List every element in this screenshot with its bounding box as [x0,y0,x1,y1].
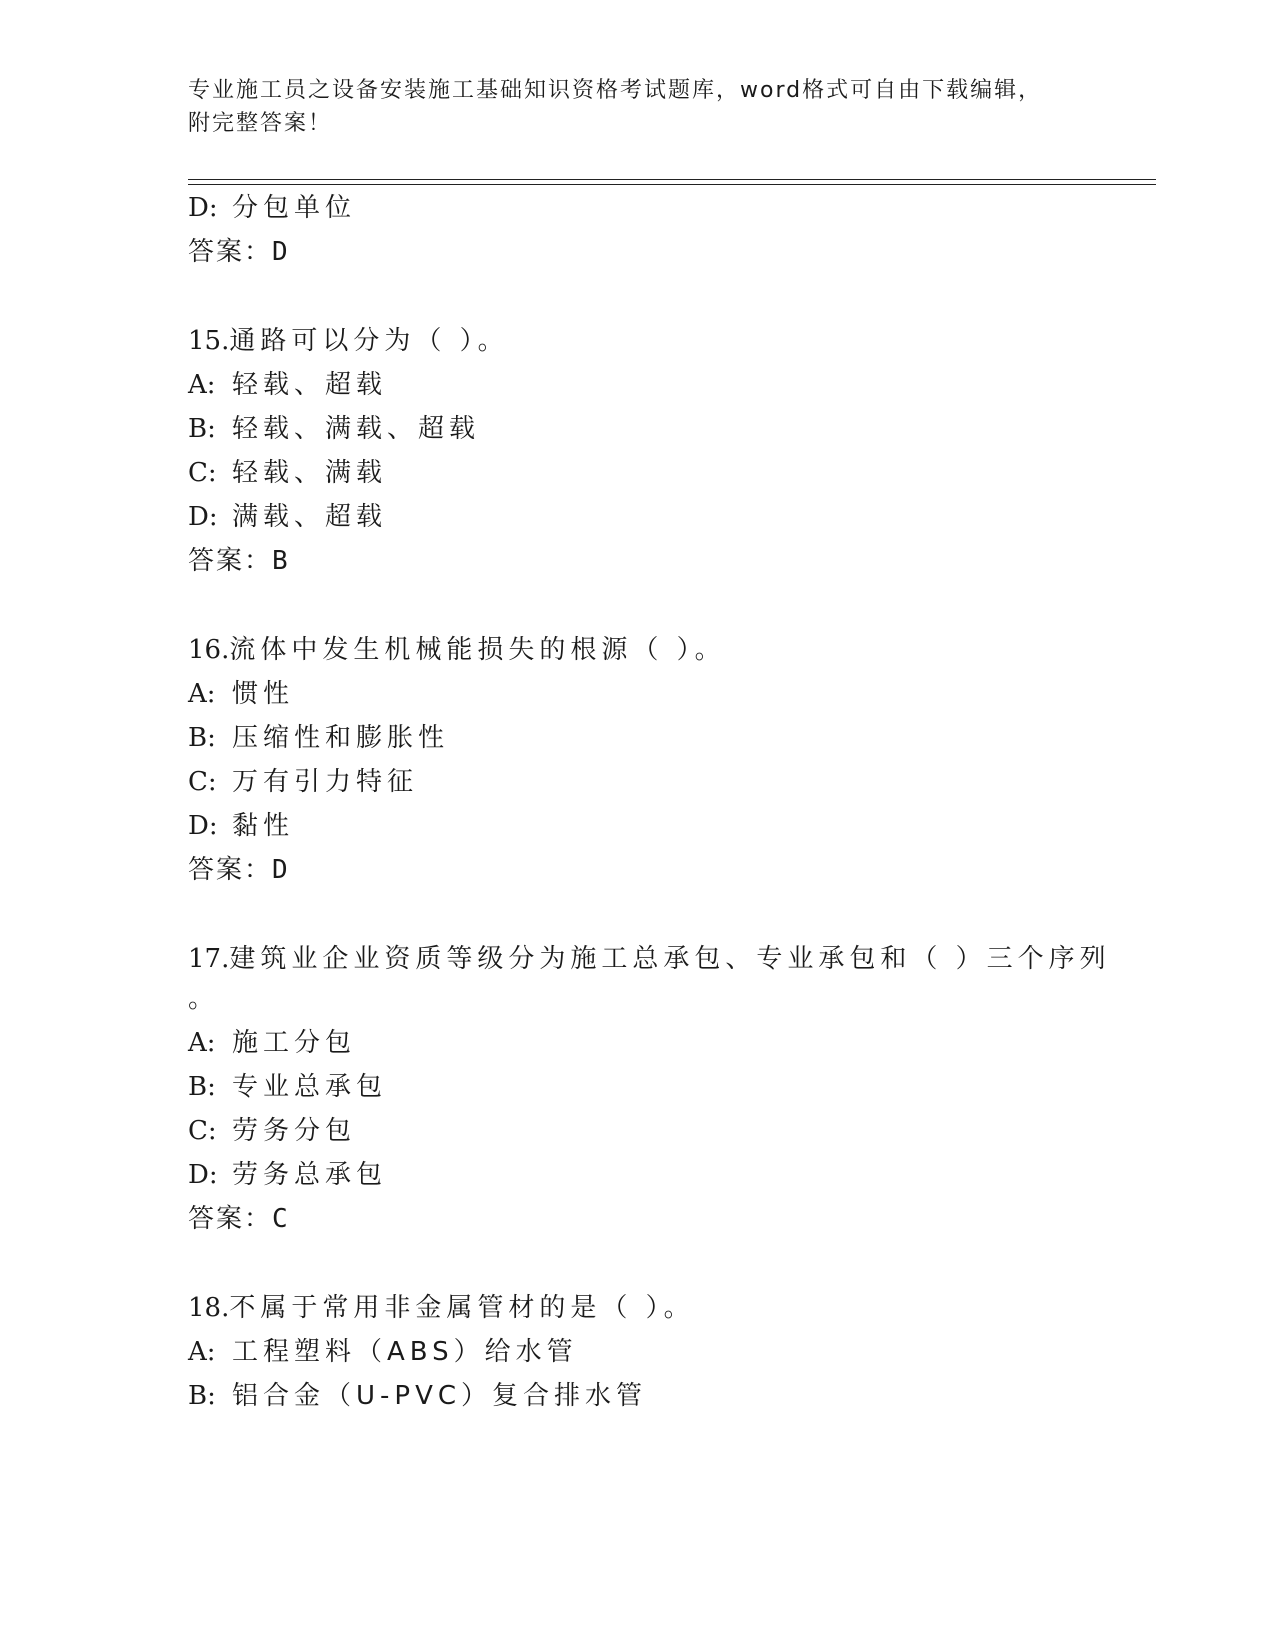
question-text: 建筑业企业资质等级分为施工总承包、专业承包和（ ）三个序列 [229,944,1111,974]
option-text: 专业总承包 [232,1072,388,1102]
document-header [188,74,1068,140]
option-key: A: [188,1337,216,1367]
question-number: 18. [188,1293,230,1323]
answer-label: 答案： [188,855,273,885]
option-key: C: [188,458,217,488]
option-key: B: [188,1072,216,1102]
answer-label: 答案： [188,237,273,267]
question-15-option-b [188,413,480,445]
option-text: 劳务分包 [232,1116,357,1146]
option-key: A: [188,370,216,400]
question-17-answer [188,1203,288,1235]
header-divider-top [188,179,1156,180]
question-15-answer [188,545,288,577]
option-text: 万有引力特征 [232,767,419,797]
option-key: B: [188,723,216,753]
answer-value: D [272,855,288,885]
option-key: B: [188,1381,216,1411]
answer-label: 答案： [188,1204,273,1234]
question-text: 流体中发生机械能损失的根源（ ）。 [229,635,726,665]
question-18-option-b [188,1380,647,1412]
option-key: C: [188,767,217,797]
option-key: D: [188,1160,218,1190]
question-text: 通路可以分为（ ）。 [229,326,509,356]
question-17-option-d [188,1159,387,1191]
question-17-option-b [188,1071,387,1103]
option-text: 轻载、超载 [232,370,388,400]
question-17-option-c [188,1115,356,1147]
option-text: 惯性 [232,679,295,709]
question-16-answer [188,854,288,886]
question-16-option-a [188,678,294,710]
option-key: D: [188,502,218,532]
question-number: 15. [188,326,230,356]
option-text: 铝合金（U-PVC）复合排水管 [232,1381,648,1411]
option-key: D: [188,811,218,841]
option-text: 分包单位 [232,193,357,223]
option-text: 满载、超载 [232,502,388,532]
question-number: 16. [188,635,230,665]
answer-label: 答案： [188,546,273,576]
question-text: 不属于常用非金属管材的是（ ）。 [229,1293,695,1323]
option-key: B: [188,414,216,444]
answer-row [188,236,288,268]
option-key: A: [188,679,216,709]
option-d-row [188,192,356,224]
question-15-option-d [188,501,387,533]
question-17-stem-continuation: 。 [188,984,220,1014]
question-17-option-a [188,1027,356,1059]
question-16-stem [188,634,726,666]
header-line-2: 附完整答案！ [188,111,333,136]
option-text: 黏性 [232,811,295,841]
option-text: 施工分包 [232,1028,357,1058]
option-key: D: [188,193,218,223]
answer-value: B [272,546,288,576]
answer-value: D [272,237,288,267]
question-15-option-c [188,457,387,489]
answer-value: C [272,1204,288,1234]
question-18-stem [188,1292,695,1324]
option-key: A: [188,1028,216,1058]
option-text: 轻载、满载 [232,458,388,488]
option-text: 轻载、满载、超载 [232,414,481,444]
header-divider-bottom [188,184,1156,185]
question-17-stem [188,943,1111,975]
option-key: C: [188,1116,217,1146]
option-text: 劳务总承包 [232,1160,388,1190]
question-15-stem [188,325,509,357]
header-line-1: 专业施工员之设备安装施工基础知识资格考试题库，word格式可自由下载编辑， [188,78,1043,103]
question-16-option-c [188,766,418,798]
question-16-option-b [188,722,449,754]
question-16-option-d [188,810,294,842]
question-18-option-a [188,1336,578,1368]
question-15-option-a [188,369,387,401]
question-number: 17. [188,944,230,974]
option-text: 压缩性和膨胀性 [232,723,450,753]
option-text: 工程塑料（ABS）给水管 [232,1337,578,1367]
